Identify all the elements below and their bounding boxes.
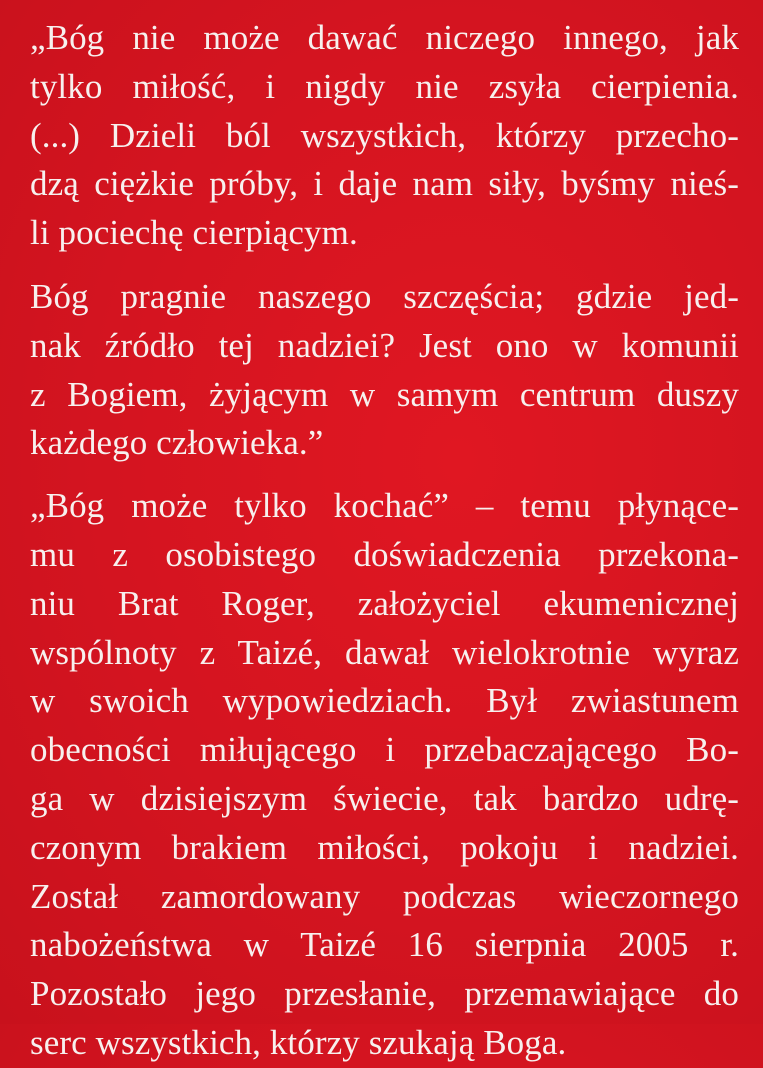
paragraph-quote-1 bbox=[30, 14, 739, 258]
text-line: mu z osobistego doświadczenia przekona- bbox=[30, 534, 739, 574]
text-line: czonym brakiem miłości, pokoju i nadziei. bbox=[30, 827, 739, 867]
text-line: nabożeństwa w Taizé 16 sierpnia 2005 r. bbox=[30, 925, 739, 965]
paragraph-quote-2 bbox=[30, 273, 739, 468]
text-line: ga w dzisiejszym świecie, tak bardzo udrę- bbox=[30, 778, 739, 818]
text-line: Został zamordowany podczas wieczornego bbox=[30, 876, 739, 916]
text-line: (...) Dzieli ból wszystkich, którzy przecho- bbox=[30, 115, 739, 155]
text-line: niu Brat Roger, założyciel ekumenicznej bbox=[30, 583, 739, 623]
text-line: z Bogiem, żyjącym w samym centrum duszy bbox=[30, 374, 739, 414]
text-line: tylko miłość, i nigdy nie zsyła cierpienia. bbox=[30, 66, 739, 106]
text-line: „Bóg może tylko kochać” – temu płynące- bbox=[30, 486, 739, 526]
text-line: Pozostało jego przesłanie, przemawiające do bbox=[30, 974, 739, 1014]
text-line: „Bóg nie może dawać niczego innego, jak bbox=[30, 18, 739, 57]
text-line: w swoich wypowiedziach. Był zwiastunem bbox=[30, 681, 739, 721]
paragraph-description bbox=[30, 482, 739, 1068]
text-line: Bóg pragnie naszego szczęścia; gdzie jed- bbox=[30, 276, 739, 316]
text-line: wspólnoty z Taizé, dawał wielokrotnie wyraz bbox=[30, 632, 739, 672]
text-line: serc wszystkich, którzy szukają Boga. bbox=[30, 1022, 567, 1062]
text-line: każdego człowieka.” bbox=[30, 423, 324, 463]
text-line: obecności miłującego i przebaczającego Bo- bbox=[30, 730, 739, 770]
text-line: nak źródło tej nadziei? Jest ono w komunii bbox=[30, 325, 739, 365]
text-line: dzą ciężkie próby, i daje nam siły, byśmy nieś- bbox=[30, 164, 739, 204]
text-line: li pociechę cierpiącym. bbox=[30, 213, 358, 253]
